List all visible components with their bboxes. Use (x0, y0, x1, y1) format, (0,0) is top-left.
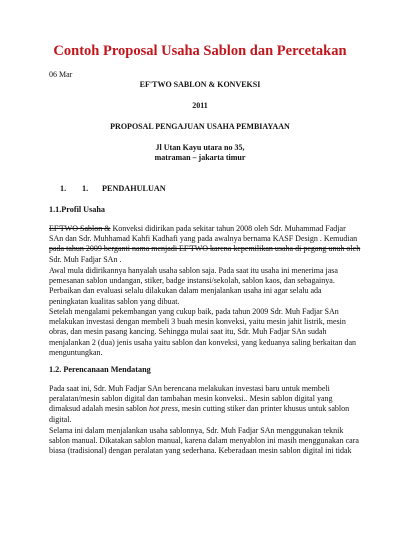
paragraph-line: pemesanan sablon undangan, stiker, badge instansi/sekolah, sablon kaos, dan sebagainya. (49, 276, 335, 286)
paragraph-line: obras, dan mesin pasang kancing. Sehingga mulai saat itu, Sdr. Muh Fadjar SAn sudah (49, 327, 327, 337)
company-name: EF'TWO SABLON & KONVEKSI (139, 80, 261, 89)
paragraph-line: Awal mula didirikannya hanyalah usaha sablon saja. Pada saat itu usaha ini menerima jasa (49, 266, 338, 275)
paragraph-profile (49, 224, 361, 265)
section-1-bullet: 1. (60, 184, 67, 193)
paragraph-line: digital. (49, 414, 72, 424)
paragraph-line: peningkatan kualitas sablon yang dibuat. (49, 296, 180, 306)
paragraph-line: Selama ini dalam menjalankan usaha sablonnya, Sdr. Muh Fadjar SAn menggunakan teknik (49, 426, 344, 435)
paragraph-line: biasa (tradisional) dengan peralatan yang sederhana. Keberadaan mesin sablon digital ini tidak (49, 446, 352, 456)
paragraph-line: Konveksi didirikan pada sekitar tahun 2008 oleh Sdr. Muhammad Fadjar (110, 224, 346, 233)
paragraph-manual (49, 426, 359, 457)
document-date: 06 Mar (49, 70, 73, 79)
section-1-2-heading: 1.2. Perencanaan Mendatang (49, 365, 151, 374)
section-1-number: 1. (82, 184, 89, 193)
struck-line: pada tahun 2009 berganti nama menjadi EF'TWO karena kepemilikan usaha di pegang unuh oleh (49, 244, 361, 254)
section-1-heading (60, 184, 166, 193)
document-title: Contoh Proposal Usaha Sablon dan Percetakan (53, 43, 347, 59)
paragraph-line: dimaksud adalah mesin sablon (49, 404, 149, 414)
address-line-1: Jl Utan Kayu utara no 35, (155, 143, 245, 152)
paragraph-line: menguntungkan. (49, 347, 103, 357)
paragraph-development (49, 307, 355, 358)
paragraph-line: menjalankan 2 (dua) jenis usaha yaitu sablon dan konveksi, yang keduanya saling berkaitan dan (49, 337, 357, 347)
section-1-title: PENDAHULUAN (102, 184, 166, 193)
paragraph-line: , mesin cutting stiker dan printer khusus untuk sablon (177, 404, 350, 414)
paragraph-line: Perbaikan dan evaluasi selalu dilakukan dalam menjalankan usaha ini agar selalu ada (49, 286, 322, 296)
paragraph-line: Setelah mengalami pekembangan yang cukup baik, pada tahun 2009 Sdr. Muh Fadjar SAn (49, 307, 339, 316)
paragraph-line: sablon manual. Dikatakan sablon manual, karena dalam menyablon ini masih menggunakan cara (49, 436, 359, 446)
paragraph-line: Sdr. Muh Fadjar SAn . (49, 254, 122, 264)
italic-term: hot press (148, 404, 178, 414)
struck-text: EF'TWO Sablon & (49, 224, 111, 233)
address-line-2: matraman – jakarta timur (154, 153, 246, 162)
paragraph-line: Pada saat ini, Sdr. Muh Fadjar SAn berencana melakukan investasi baru untuk membeli (49, 384, 330, 393)
paragraph-line: melakukan investasi dengan membeli 3 buah mesin konveksi, yaitu mesin jahit listrik, mesin (49, 317, 346, 327)
paragraph-line: peralatan/mesin sablon digital dan tambahan mesin konveksi.. Mesin sablon digital yang (49, 394, 333, 404)
document-year: 2011 (192, 101, 208, 110)
proposal-heading: PROPOSAL PENGAJUAN USAHA PEMBIAYAAN (110, 122, 290, 131)
paragraph-plan (49, 384, 355, 425)
paragraph-origin (49, 266, 355, 307)
paragraph-line: SAn dan Sdr. Muhhamad Kahfi Kadhafi yang pada awalnya bernama KASF Design . Kemudian (49, 234, 358, 244)
section-1-1-heading: 1.1.Profil Usaha (49, 205, 106, 214)
